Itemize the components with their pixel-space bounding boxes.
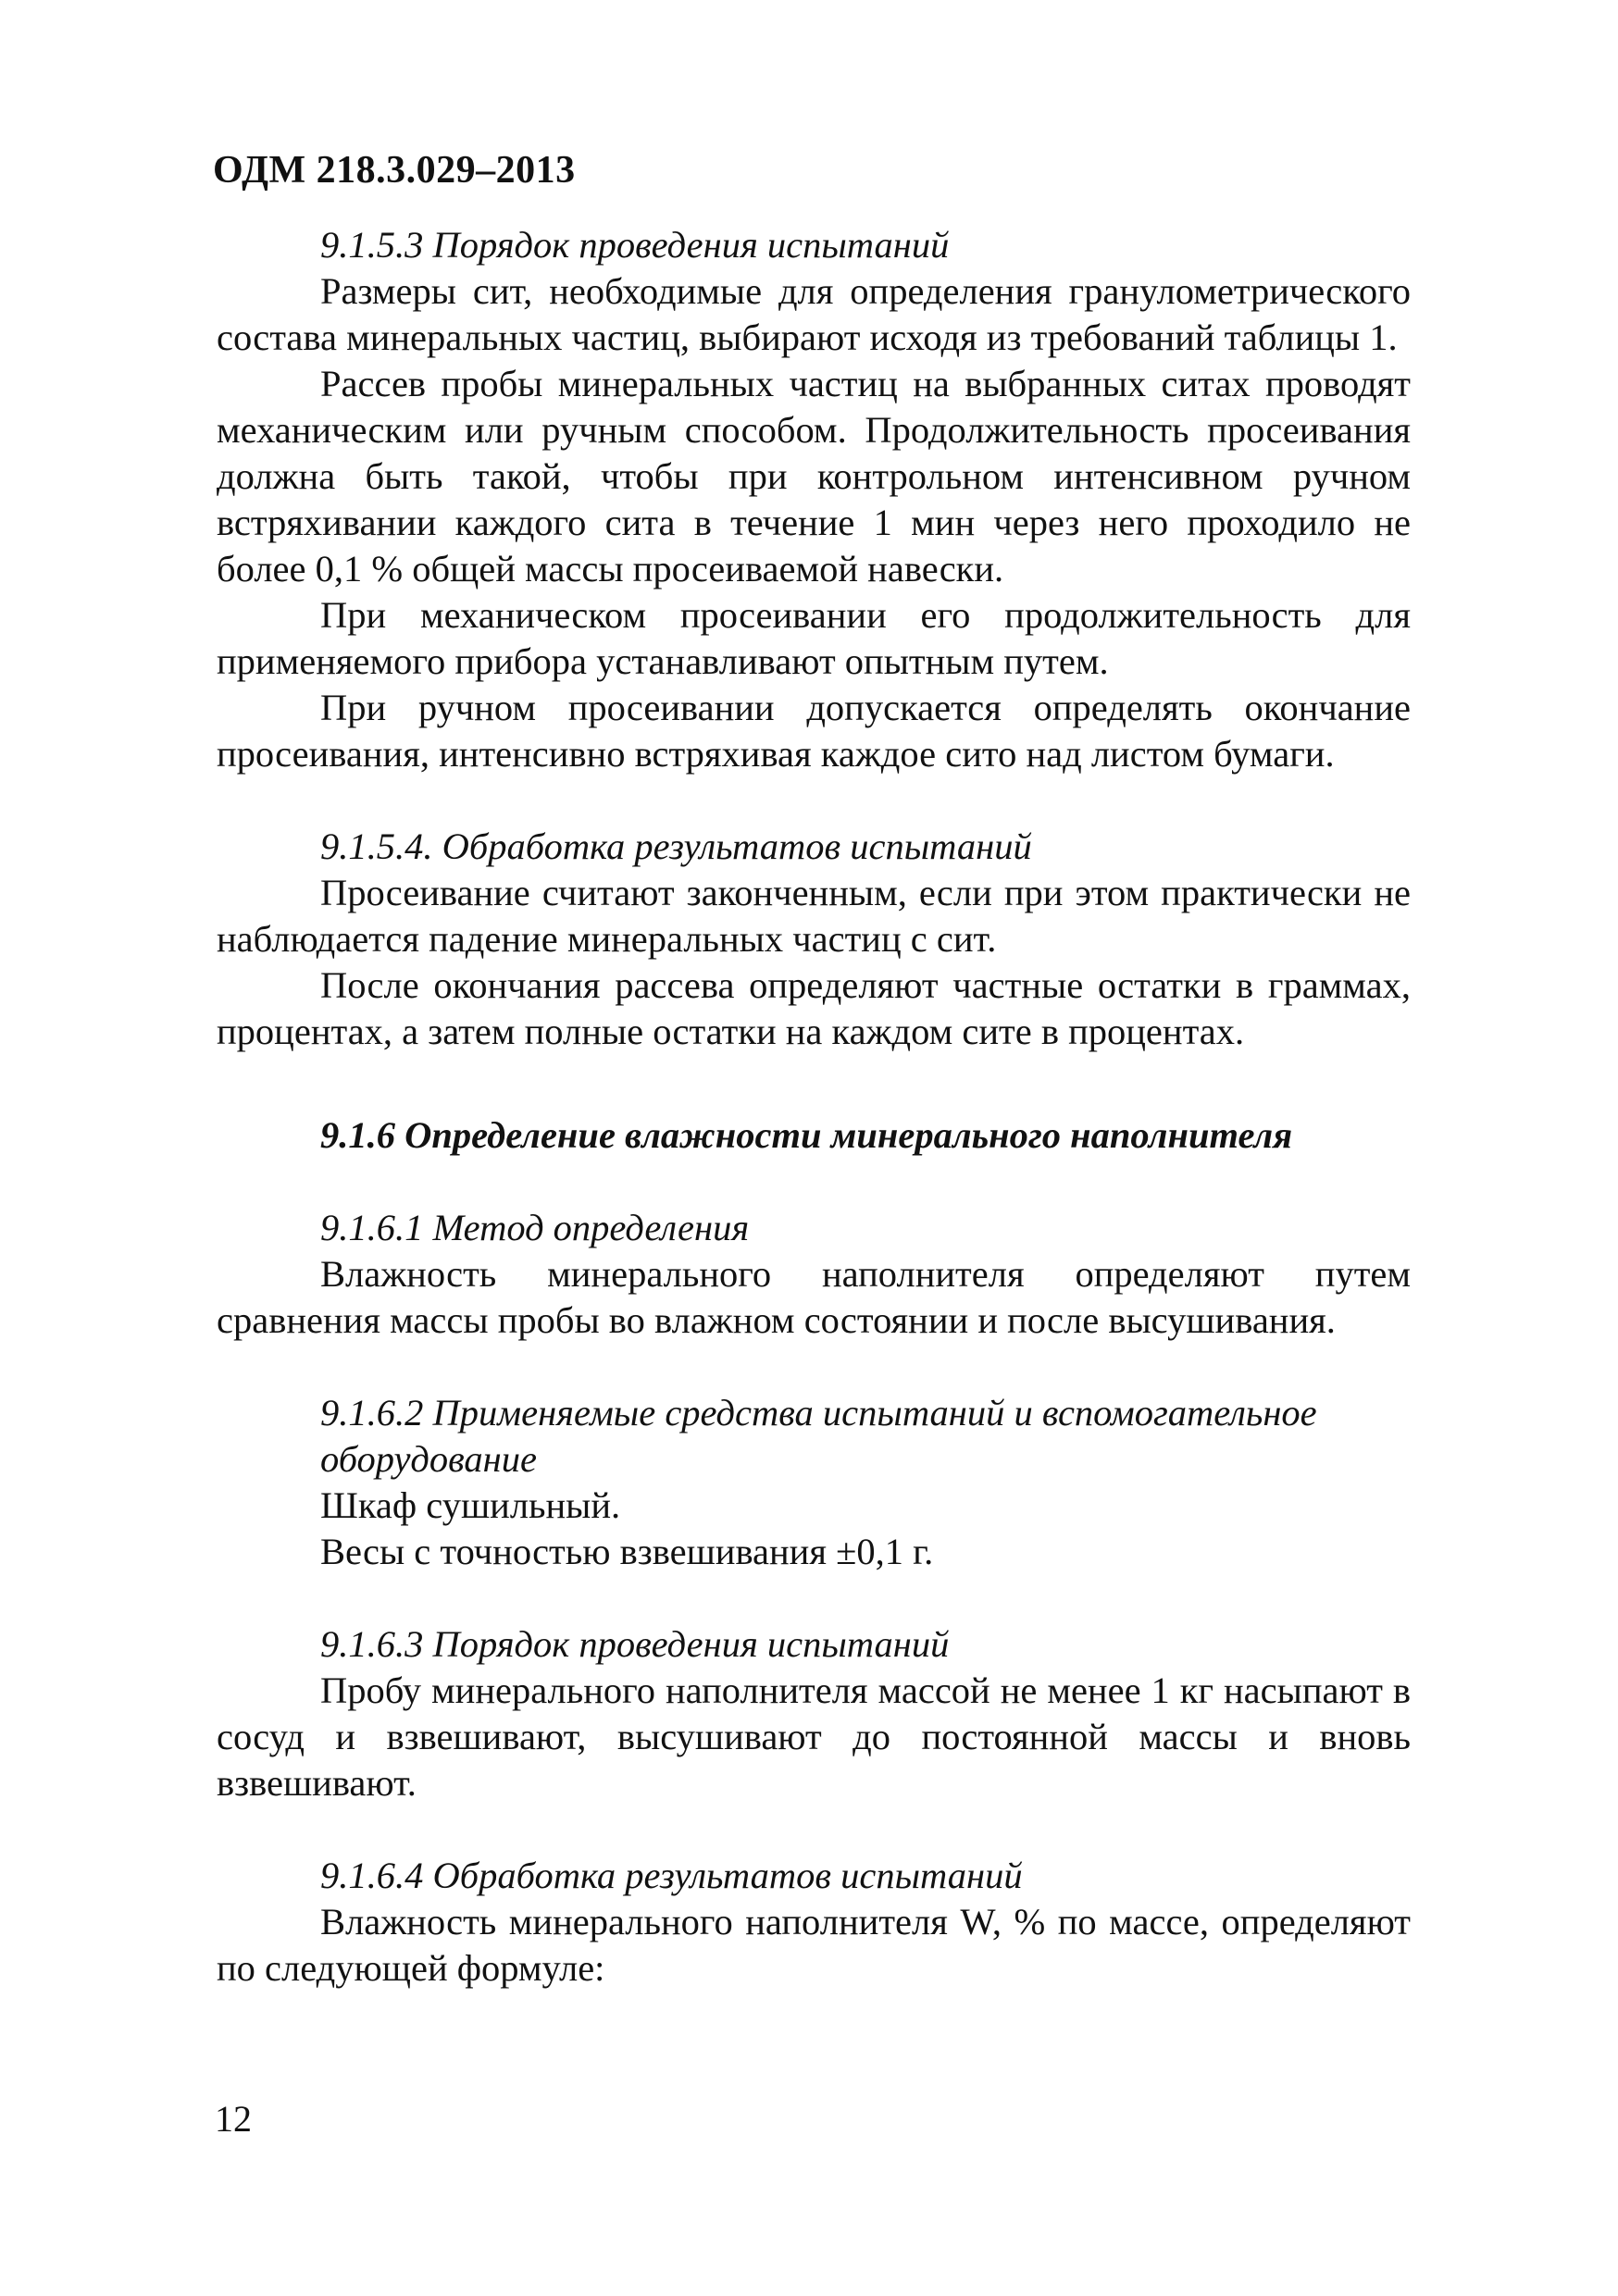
paragraph: Влажность минерального наполнителя W, % по массе, определяют по следующей формуле:: [217, 1901, 1411, 1989]
heading-9-1-6-2-continuation: оборудование: [320, 1438, 537, 1480]
heading-9-1-6-3: 9.1.6.3 Порядок проведения испытаний: [320, 1623, 950, 1665]
paragraph: После окончания рассева определяют частные остатки в граммах, процентах, а затем полные остатки на каждом сите в процентах.: [217, 964, 1411, 1052]
spacer: [217, 777, 1411, 824]
paragraph: При механическом просеивании его продолжительность для применяемого прибора устанавливают опытным путем.: [217, 594, 1411, 682]
spacer: [217, 1806, 1411, 1853]
paragraph: Размеры сит, необходимые для определения гранулометрического состава минеральных частиц, выбирают исходя из требований таблицы 1.: [217, 270, 1411, 358]
heading-9-1-6-4: 9.1.6.4 Обработка результатов испытаний: [320, 1855, 1023, 1896]
page-number: 12: [215, 2098, 252, 2140]
heading-9-1-5-4: 9.1.5.4. Обработка результатов испытаний: [320, 825, 1032, 867]
heading-9-1-6-1: 9.1.6.1 Метод определения: [320, 1207, 750, 1248]
spacer: [217, 1159, 1411, 1205]
paragraph: Просеивание считают законченным, если при этом практически не наблюдается падение минеральных частиц с сит.: [217, 872, 1411, 960]
heading-9-1-6-2: 9.1.6.2 Применяемые средства испытаний и вспомогательное: [320, 1392, 1317, 1433]
heading-9-1-6: 9.1.6 Определение влажности минерального наполнителя: [320, 1114, 1293, 1156]
document-body: [217, 222, 1411, 1992]
paragraph: Пробу минерального наполнителя массой не менее 1 кг насыпают в сосуд и взвешивают, высушивают до постоянной массы и вновь взвешивают.: [217, 1669, 1411, 1804]
paragraph: При ручном просеивании допускается определять окончание просеивания, интенсивно встряхивая каждое сито над листом бумаги.: [217, 687, 1411, 775]
spacer: [217, 1055, 1411, 1112]
equipment-item: Весы с точностью взвешивания ±0,1 г.: [320, 1531, 934, 1572]
spacer: [217, 1575, 1411, 1621]
equipment-item: Шкаф сушильный.: [320, 1484, 621, 1526]
paragraph: Рассев пробы минеральных частиц на выбранных ситах проводят механическим или ручным способом. Продолжительность просеивания должна быть такой, чтобы при контрольном интенсивном ручном встряхивании каждого сита в течение 1 мин через него проходило не более 0,1 % общей массы просеиваемой навески.: [217, 363, 1411, 590]
spacer: [217, 1344, 1411, 1390]
heading-9-1-5-3: 9.1.5.3 Порядок проведения испытаний: [320, 224, 950, 266]
paragraph: Влажность минерального наполнителя определяют путем сравнения массы пробы во влажном состоянии и после высушивания.: [217, 1253, 1411, 1341]
document-code: ОДМ 218.3.029–2013: [213, 149, 576, 192]
